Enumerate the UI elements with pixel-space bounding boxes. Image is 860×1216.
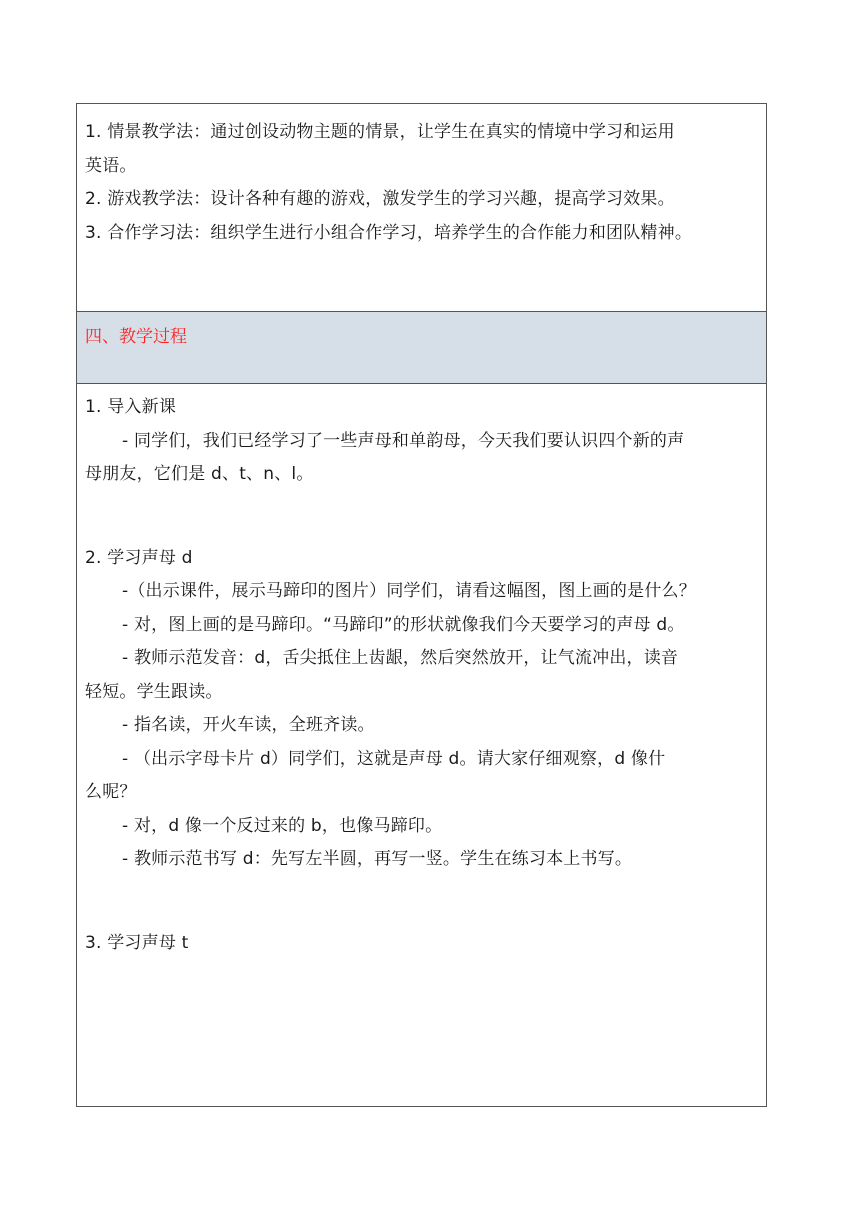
d-line-pronunciation-continued: 轻短。学生跟读。 <box>85 681 223 702</box>
method-item-scenario-continued: 英语。 <box>85 155 137 176</box>
d-line-letter-card: - （出示字母卡片 d）同学们，这就是声母 d。请大家仔细观察，d 像什 <box>122 748 666 769</box>
method-item-game: 2. 游戏教学法：设计各种有趣的游戏，激发学生的学习兴趣，提高学习效果。 <box>85 189 675 209</box>
method-item-cooperative: 3. 合作学习法：组织学生进行小组合作学习，培养学生的合作能力和团队精神。 <box>85 222 693 243</box>
step-title-intro: 1. 导入新课 <box>85 397 177 417</box>
d-line-letter-card-continued: 么呢？ <box>85 782 137 802</box>
d-line-horseshoe: - 对，图上画的是马蹄印。“马蹄印”的形状就像我们今天要学习的声母 d。 <box>122 614 685 635</box>
d-line-pronunciation: - 教师示范发音：d，舌尖抵住上齿龈，然后突然放开，让气流冲出，读音 <box>122 648 679 668</box>
step-title-d: 2. 学习声母 d <box>85 547 193 568</box>
step-title-t: 3. 学习声母 t <box>85 932 189 953</box>
d-line-courseware: -（出示课件，展示马蹄印的图片）同学们，请看这幅图，图上画的是什么？ <box>122 581 696 601</box>
d-line-writing: - 教师示范书写 d：先写左半圆，再写一竖。学生在练习本上书写。 <box>122 849 633 869</box>
d-line-reading: - 指名读，开火车读，全班齐读。 <box>122 715 375 735</box>
spacer <box>85 492 756 542</box>
method-item-scenario: 1. 情景教学法：通过创设动物主题的情景，让学生在真实的情境中学习和运用 <box>85 122 675 142</box>
intro-line: - 同学们，我们已经学习了一些声母和单韵母，今天我们要认识四个新的声 <box>122 430 685 451</box>
d-line-shape: - 对，d 像一个反过来的 b，也像马蹄印。 <box>122 815 443 836</box>
teaching-process-cell <box>77 384 766 1106</box>
section-heading-teaching-process: 四、教学过程 <box>85 327 187 347</box>
intro-line-continued: 母朋友，它们是 d、t、n、l。 <box>85 464 314 484</box>
teaching-methods-cell <box>77 104 766 312</box>
spacer <box>85 877 756 927</box>
section-heading-row <box>77 312 766 384</box>
lesson-plan-table <box>76 103 767 1107</box>
